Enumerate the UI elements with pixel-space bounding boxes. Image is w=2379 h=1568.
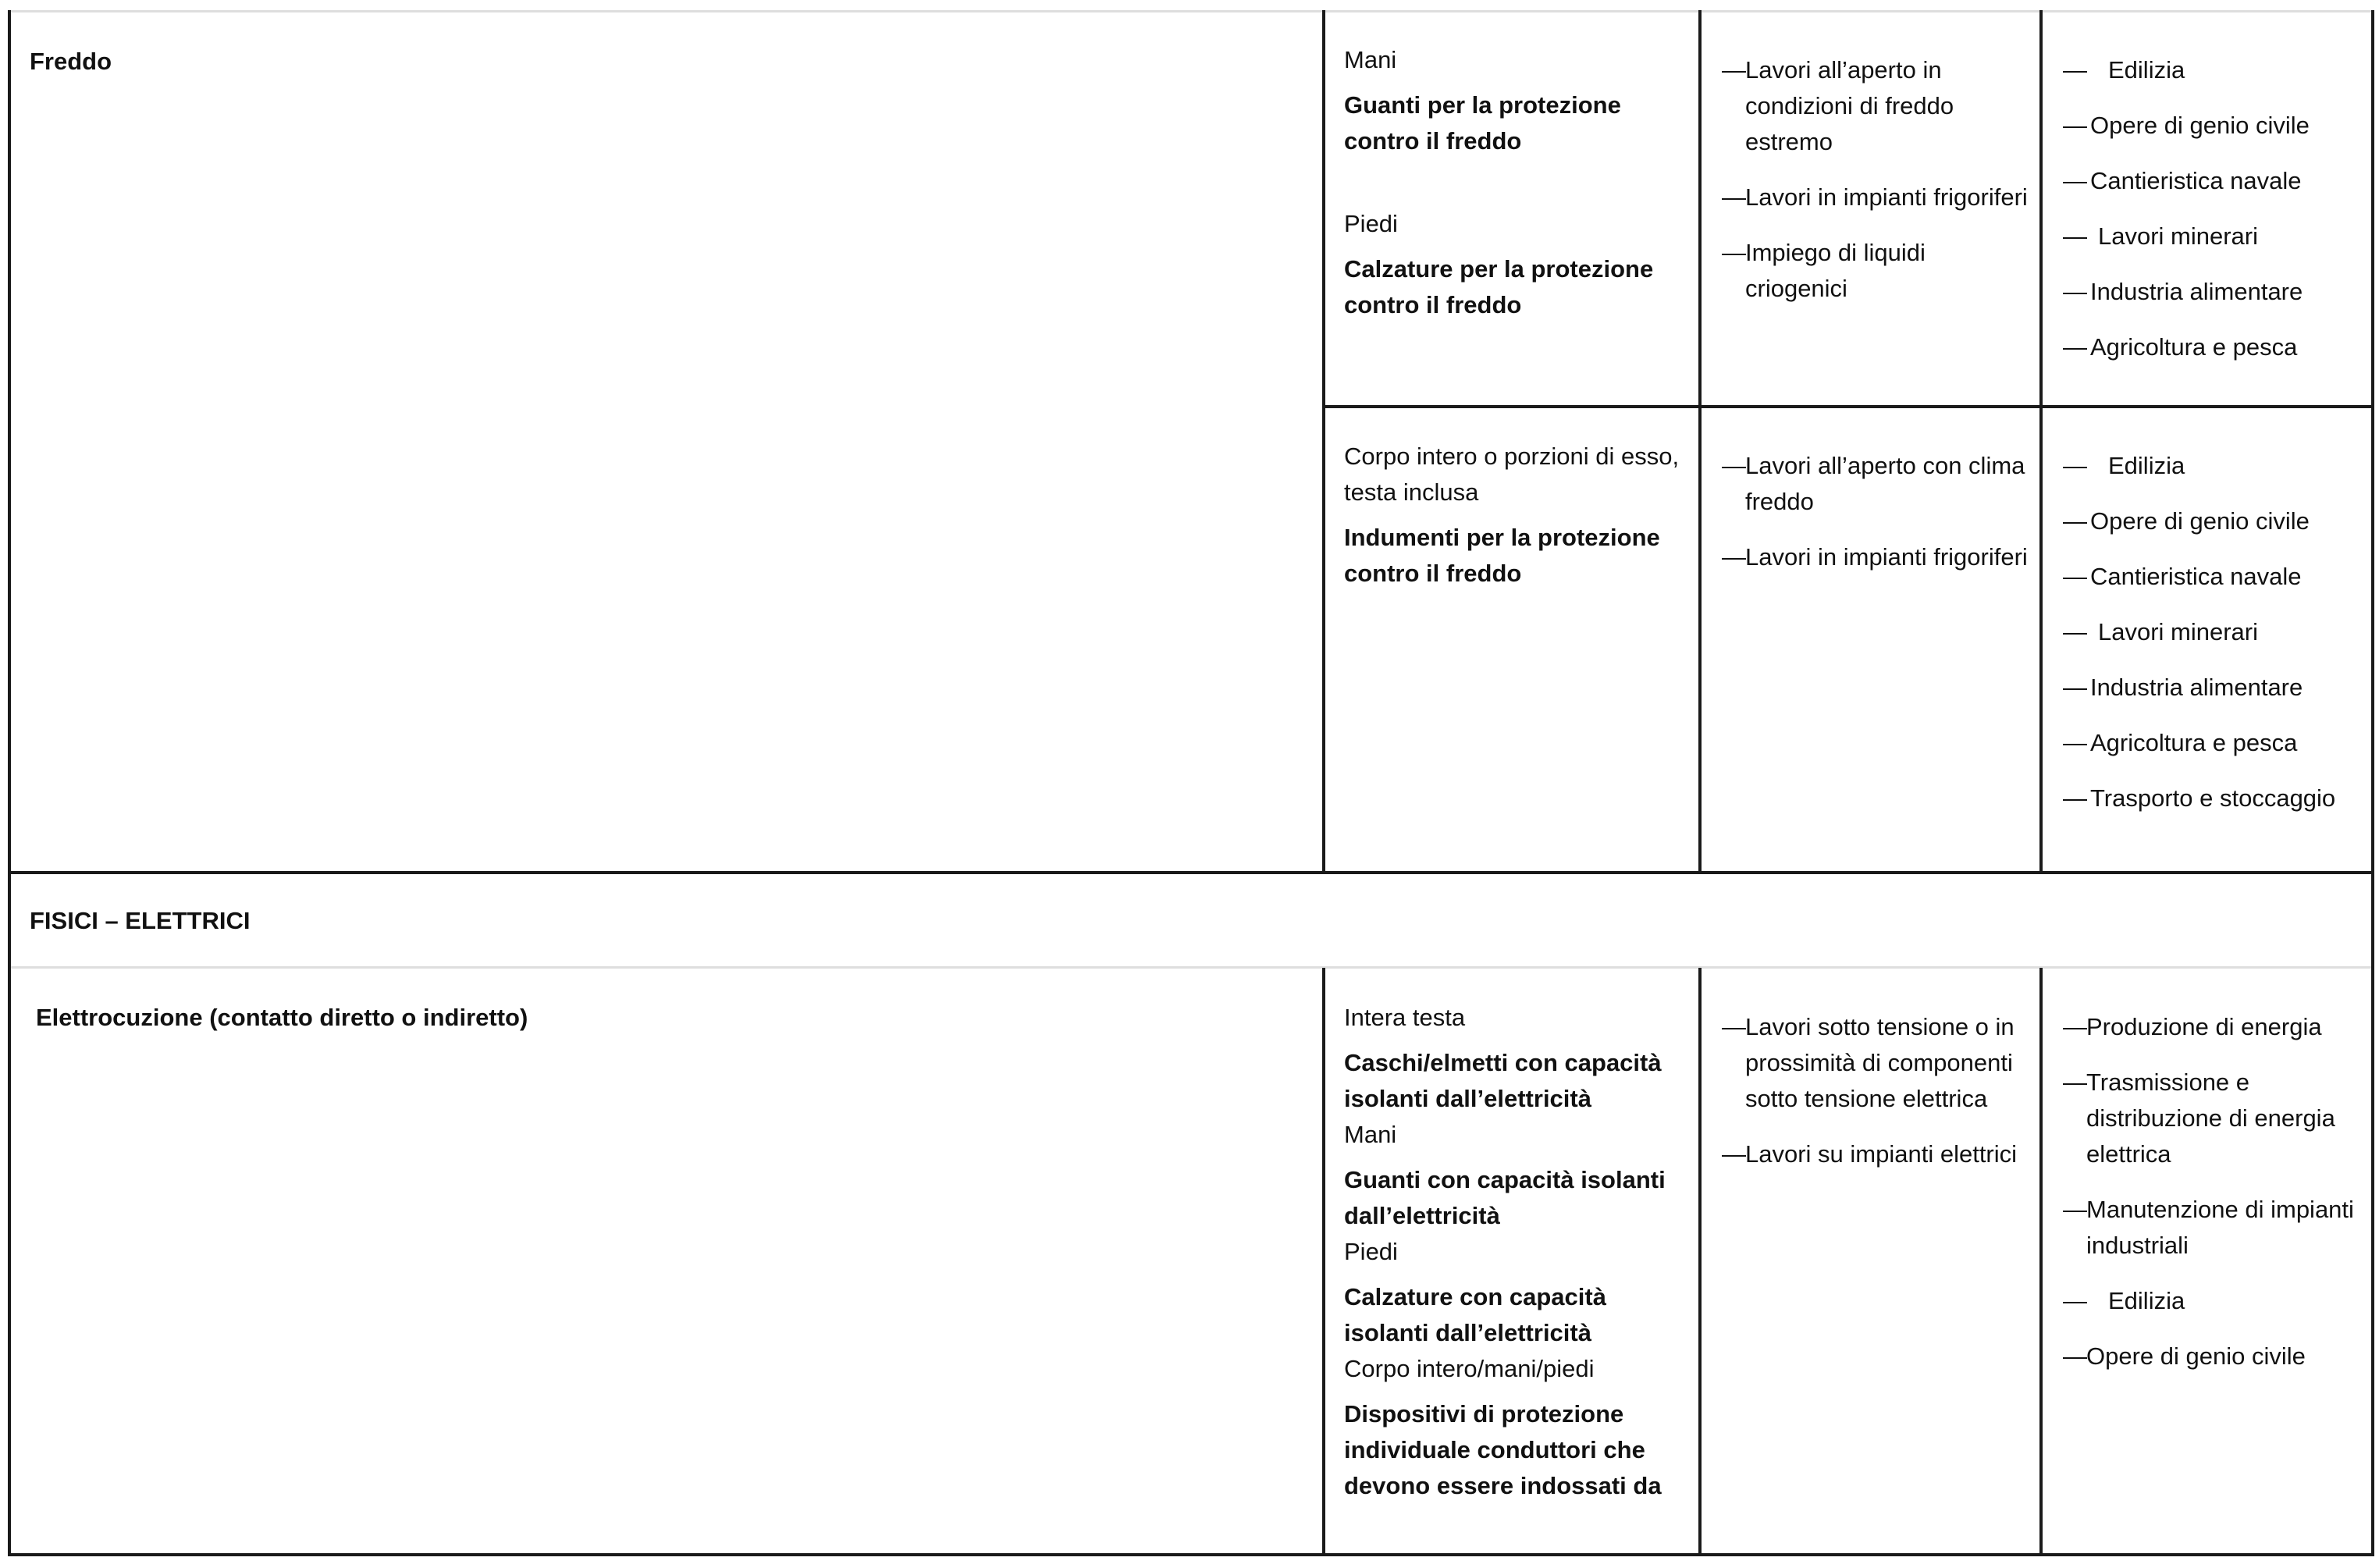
list-item: — Lavori in impianti frigoriferi <box>1722 543 2028 571</box>
table-left-border <box>8 10 11 1556</box>
body-parts-electric <box>1344 1000 1687 1504</box>
list-item: — Lavori all’aperto con clima freddo <box>1722 452 2025 515</box>
list-item: — Opere di genio civile <box>2063 507 2310 535</box>
body-parts-freddo-1 <box>1344 42 1687 323</box>
body-part: Corpo intero/mani/piedi <box>1344 1355 1595 1382</box>
body-part: Corpo intero o porzioni di esso, testa inclusa <box>1344 443 1680 506</box>
protective-device: Caschi/elmetti con capacità isolanti dall’elettricità <box>1344 1049 1662 1112</box>
body-part: Piedi <box>1344 1238 1398 1265</box>
list-item: — Opere di genio civile <box>2063 112 2310 139</box>
row-divider-electric <box>9 966 2373 969</box>
protective-device: Indumenti per la protezione contro il freddo <box>1344 524 1660 587</box>
protective-device: Dispositivi di protezione individuale conduttori che devono essere indossati da <box>1344 1400 1662 1499</box>
hazard-elettrocuzione: Elettrocuzione (contatto diretto o indiretto) <box>36 1004 528 1031</box>
row-divider-freddo-sub <box>1324 405 2373 408</box>
sectors-electric <box>2063 1009 2367 1394</box>
list-item: — Trasmissione e distribuzione di energia elettrica <box>2063 1068 2335 1168</box>
row-divider-section <box>9 871 2373 874</box>
list-item: — Lavori minerari <box>2063 618 2259 645</box>
body-part: Mani <box>1344 1121 1397 1148</box>
hazard-freddo: Freddo <box>30 48 112 75</box>
list-item: — Produzione di energia <box>2063 1013 2322 1040</box>
list-item: — Trasporto e stoccaggio <box>2063 784 2336 812</box>
section-header: FISICI – ELETTRICI <box>30 907 251 934</box>
list-item: — Opere di genio civile <box>2063 1342 2306 1370</box>
body-parts-freddo-2 <box>1344 439 1680 592</box>
list-item: — Edilizia <box>2063 1287 2185 1314</box>
sectors-freddo-1 <box>2063 52 2367 385</box>
body-part: Intera testa <box>1344 1004 1466 1031</box>
col-divider-3b <box>2039 968 2043 1555</box>
list-item: — Cantieristica navale <box>2063 563 2302 590</box>
col-divider-3 <box>2039 10 2043 873</box>
list-item: — Agricoltura e pesca <box>2063 333 2298 361</box>
list-item: — Lavori sotto tensione o in prossimità di componenti sotto tensione elettrica <box>1722 1013 2015 1112</box>
col-divider-1b <box>1322 968 1325 1555</box>
list-item: — Lavori su impianti elettrici <box>1722 1140 2018 1168</box>
activities-electric <box>1722 1009 2034 1192</box>
body-part: Piedi <box>1344 210 1398 237</box>
protective-device: Guanti per la protezione contro il freddo <box>1344 91 1621 155</box>
list-item: — Agricoltura e pesca <box>2063 729 2298 756</box>
col-divider-2 <box>1698 10 1702 873</box>
col-divider-1 <box>1322 10 1325 873</box>
list-item: — Industria alimentare <box>2063 278 2303 305</box>
sectors-freddo-2 <box>2063 448 2367 836</box>
list-item: — Lavori minerari <box>2063 222 2259 250</box>
table-top-border <box>9 10 2373 12</box>
protective-device: Calzature con capacità isolanti dall’elettricità <box>1344 1283 1606 1346</box>
list-item: — Lavori in impianti frigoriferi <box>1722 183 2028 211</box>
col-divider-2b <box>1698 968 1702 1555</box>
body-part: Mani <box>1344 46 1397 73</box>
activities-freddo-2 <box>1722 448 2034 595</box>
list-item: — Edilizia <box>2063 452 2185 479</box>
table-bottom-border <box>9 1553 2373 1556</box>
list-item: — Edilizia <box>2063 56 2185 84</box>
activities-freddo-1 <box>1722 52 2034 326</box>
protective-device: Calzature per la protezione contro il freddo <box>1344 255 1654 318</box>
table-right-border <box>2371 10 2374 1556</box>
protective-device: Guanti con capacità isolanti dall’elettricità <box>1344 1166 1666 1229</box>
list-item: — Manutenzione di impianti industriali <box>2063 1196 2354 1259</box>
list-item: — Industria alimentare <box>2063 674 2303 701</box>
list-item: — Lavori all’aperto in condizioni di freddo estremo <box>1722 56 1954 155</box>
list-item: — Cantieristica navale <box>2063 167 2302 194</box>
list-item: — Impiego di liquidi criogenici <box>1722 239 1926 302</box>
